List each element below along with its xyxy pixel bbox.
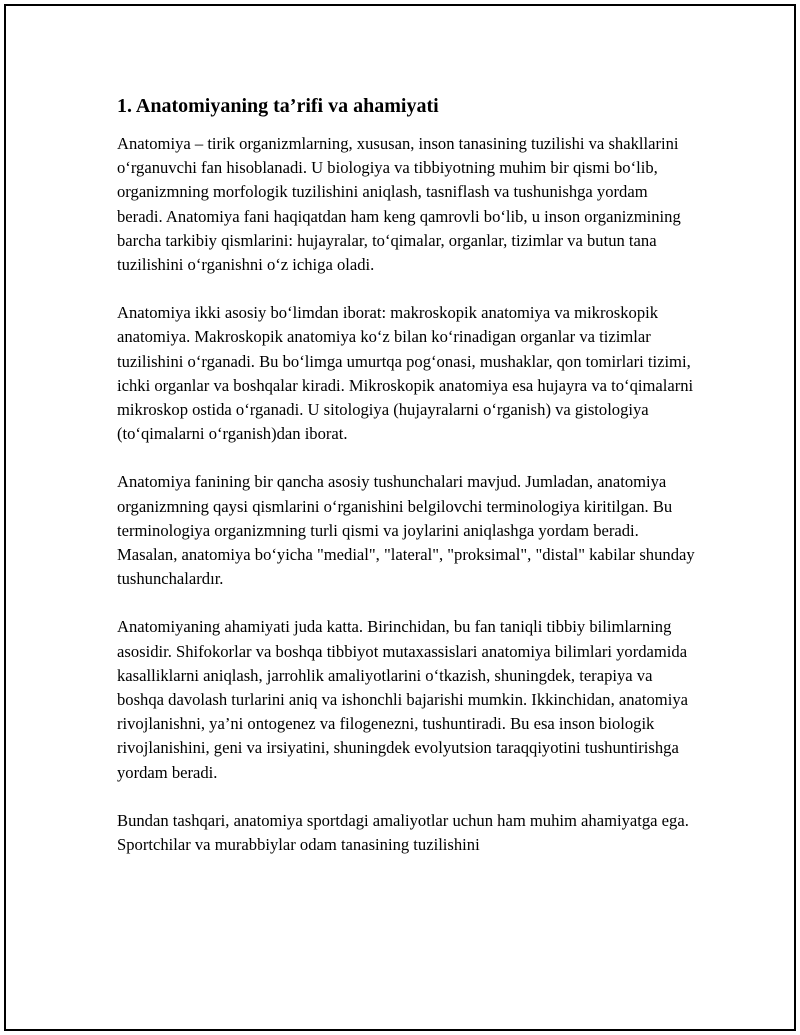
document-body [117, 92, 697, 881]
section-heading: 1. Anatomiyaning ta’rifi va ahamiyati [117, 95, 439, 117]
paragraph-sports: Bundan tashqari, anatomiya sportdagi amaliyotlar uchun ham muhim ahamiyatga ega. Sportchilar va murabbiylar odam tanasining tuzilishini [117, 810, 689, 855]
paragraph-definition: Anatomiya – tirik organizmlarning, xususan, inson tanasining tuzilishi va shakllarini o‘rganuvchi fan hisoblanadi. U biologiya va tibbiyotning muhim bir qismi bo‘lib, organizmning morfologik tuzilishini aniqlash, tasniflash va tushunishga yordam beradi. Anatomiya fani haqiqatdan ham keng qamrovli bo‘lib, u inson organizmining barcha tarkibiy qismlarini: hujayralar, to‘qimalar, organlar, tizimlar va butun tana tuzilishini o‘rganishni o‘z ichiga oladi. [117, 134, 681, 275]
paragraph-branches: Anatomiya ikki asosiy bo‘limdan iborat: makroskopik anatomiya va mikroskopik anatomiya. Makroskopik anatomiya ko‘z bilan ko‘rinadigan organlar va tizimlar tuzilishini o‘rganadi. Bu bo‘limga umurtqa pog‘onasi, mushaklar, qon tomirlari tizimi, ichki organlar va boshqalar kiradi. Mikroskopik anatomiya esa hujayra va to‘qimalarni mikroskop ostida o‘rganadi. U sitologiya (hujayralarni o‘rganish) va gistologiya (to‘qimalarni o‘rganish)dan iborat. [117, 303, 694, 444]
paragraph-terminology: Anatomiya fanining bir qancha asosiy tushunchalari mavjud. Jumladan, anatomiya organizmning qaysi qismlarini o‘rganishini belgilovchi terminologiya kiritilgan. Bu terminologiya organizmning turli qismi va joylarini aniqlashga yordam beradi. Masalan, anatomiya bo‘yicha "medial", "lateral", "proksimal", "distal" kabilar shunday tushunchalardır. [117, 472, 695, 589]
paragraph-importance: Anatomiyaning ahamiyati juda katta. Birinchidan, bu fan taniqli tibbiy bilimlarning asosidir. Shifokorlar va boshqa tibbiyot mutaxassislari anatomiya bilimlari yordamida kasalliklarni aniqlash, jarrohlik amaliyotlarini o‘tkazish, shuningdek, terapiya va boshqa davolash turlarini aniq va ishonchli bajarishi mumkin. Ikkinchidan, anatomiya rivojlanishni, ya’ni ontogenez va filogenezni, tushuntiradi. Bu esa inson biologik rivojlanishini, geni va irsiyatini, shuningdek evolyutsion taraqqiyotini tushuntirishga yordam beradi. [117, 617, 688, 782]
